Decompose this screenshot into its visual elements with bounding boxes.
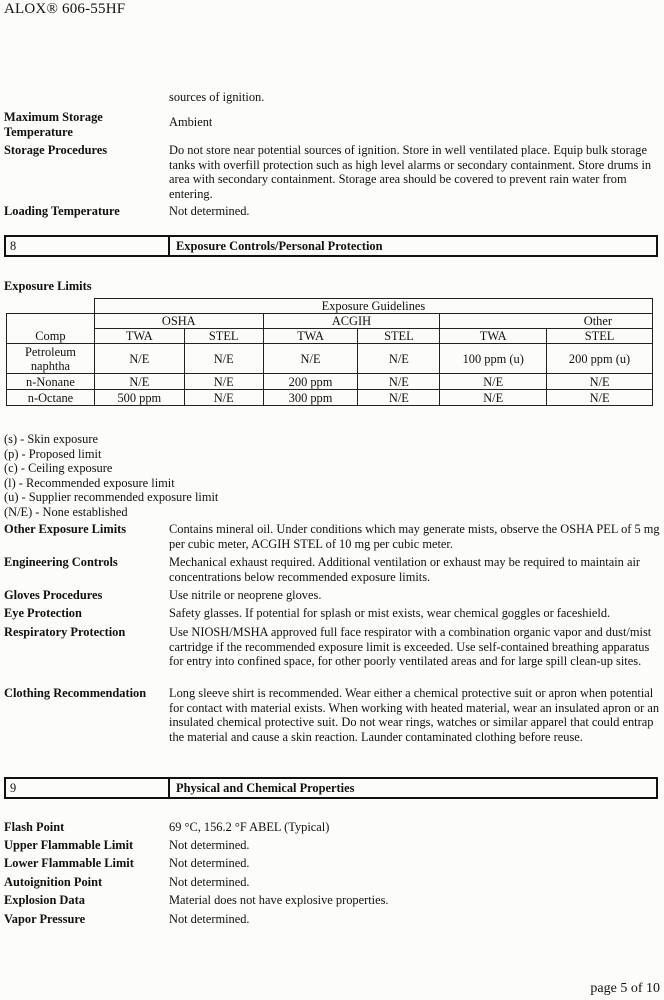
field-label: Loading Temperature xyxy=(4,204,120,218)
section-9-header xyxy=(4,777,658,799)
section-divider xyxy=(168,237,170,255)
section-number: 9 xyxy=(10,781,17,795)
sub-header: TWA xyxy=(263,329,358,344)
sub-header: STEL xyxy=(358,329,440,344)
table-cell: N/E xyxy=(94,374,184,390)
section-divider xyxy=(168,779,170,797)
table-corner xyxy=(7,299,95,314)
abbreviation-item: (p) - Proposed limit xyxy=(4,446,102,461)
table-cell: 200 ppm (u) xyxy=(547,344,653,374)
table-cell: N/E xyxy=(263,344,358,374)
sub-header: STEL xyxy=(547,329,653,344)
field-label: Gloves Procedures xyxy=(4,588,103,602)
table-cell: 300 ppm xyxy=(263,390,358,406)
table-cell: N/E xyxy=(358,374,440,390)
field-value: Use NIOSH/MSHA approved full face respirator with a combination organic vapor and dust/mist cartridge if the recommended exposure limit is exceeded. Use self-contained breathing apparatus for entry into confined space, for other poorly ventilated areas and for large spill clean-up sites. xyxy=(169,625,652,669)
comp-header: Comp xyxy=(7,314,95,344)
table-cell: 500 ppm xyxy=(94,390,184,406)
sub-header: TWA xyxy=(94,329,184,344)
field-label: Maximum Storage Temperature xyxy=(4,110,103,139)
field-label: Clothing Recommendation xyxy=(4,686,147,700)
table-cell: N/E xyxy=(547,374,653,390)
abbreviation-item: (u) - Supplier recommended exposure limit xyxy=(4,490,219,505)
table-cell: N/E xyxy=(184,390,263,406)
field-value: Not determined. xyxy=(169,838,250,852)
section-title: Exposure Controls/Personal Protection xyxy=(176,239,383,253)
table-row xyxy=(7,390,653,406)
field-value: Material does not have explosive properties. xyxy=(169,893,389,907)
field-label: Storage Procedures xyxy=(4,143,108,157)
exposure-guidelines-table xyxy=(6,298,653,406)
comp-name: n-Octane xyxy=(7,390,95,406)
field-label: Respiratory Protection xyxy=(4,625,126,639)
field-value: 69 °C, 156.2 °F ABEL (Typical) xyxy=(169,820,330,834)
section-number: 8 xyxy=(10,239,17,253)
org-header-other: Other xyxy=(440,314,653,329)
field-label: Autoignition Point xyxy=(4,875,103,889)
field-value: Not determined. xyxy=(169,856,250,870)
page-number: page 5 of 10 xyxy=(590,981,660,996)
storage-carryover-text: sources of ignition. xyxy=(169,90,265,104)
field-value: Contains mineral oil. Under conditions which may generate mists, observe the OSHA PEL of 5 mg per cubic meter, ACGIH STEL of 10 mg per cubic meter. xyxy=(169,522,660,551)
table-cell: N/E xyxy=(440,374,547,390)
field-value: Not determined. xyxy=(169,204,250,218)
field-label: Engineering Controls xyxy=(4,555,118,569)
group-header: Exposure Guidelines xyxy=(94,299,652,314)
field-label: Upper Flammable Limit xyxy=(4,838,134,852)
field-value: Long sleeve shirt is recommended. Wear either a chemical protective suit or apron when potential for contact with material exists. When working with heated material, wear an insulated apron or an insulated chemical protective suit. Do not wear rings, watches or similar apparel that could entrap the material and cause a skin reaction. Launder contaminated clothing before reuse. xyxy=(169,686,660,744)
table-cell: N/E xyxy=(547,390,653,406)
field-label: Other Exposure Limits xyxy=(4,522,127,536)
abbreviation-item: (s) - Skin exposure xyxy=(4,432,98,446)
abbreviation-item: (N/E) - None established xyxy=(4,504,128,519)
field-label: Lower Flammable Limit xyxy=(4,856,134,870)
field-value: Mechanical exhaust required. Additional ventilation or exhaust may be required to maintain air concentrations below recommended exposure limits. xyxy=(169,555,641,584)
table-cell: 200 ppm xyxy=(263,374,358,390)
org-header-acgih: ACGIH xyxy=(263,314,440,329)
field-value: Not determined. xyxy=(169,912,250,926)
sub-header: STEL xyxy=(184,329,263,344)
sub-header: TWA xyxy=(440,329,547,344)
table-cell: 100 ppm (u) xyxy=(440,344,547,374)
exposure-limits-heading: Exposure Limits xyxy=(4,279,92,293)
table-row xyxy=(7,344,653,374)
field-value: Use nitrile or neoprene gloves. xyxy=(169,588,322,602)
field-label: Flash Point xyxy=(4,820,65,834)
table-cell: N/E xyxy=(184,344,263,374)
field-value: Not determined. xyxy=(169,875,250,889)
table-cell: N/E xyxy=(440,390,547,406)
field-value: Do not store near potential sources of ignition. Store in well ventilated place. Equip bulk storage tanks with overfill protection such as high level alarms or secondary containment. Store drums in area with secondary containment. Storage area should be covered to prevent rain water from entering. xyxy=(169,143,652,201)
table-row xyxy=(7,374,653,390)
abbreviation-item: (l) - Recommended exposure limit xyxy=(4,475,175,490)
field-value: Safety glasses. If potential for splash or mist exists, wear chemical goggles or faceshield. xyxy=(169,606,611,620)
comp-name: n-Nonane xyxy=(7,374,95,390)
section-8-header xyxy=(4,235,658,257)
abbreviation-legend xyxy=(4,432,218,520)
comp-name: Petroleum naphtha xyxy=(7,344,95,374)
table-cell: N/E xyxy=(358,390,440,406)
section-title: Physical and Chemical Properties xyxy=(176,781,355,795)
field-label: Eye Protection xyxy=(4,606,82,620)
org-header-osha: OSHA xyxy=(94,314,263,329)
table-cell: N/E xyxy=(184,374,263,390)
field-label: Vapor Pressure xyxy=(4,912,86,926)
table-cell: N/E xyxy=(94,344,184,374)
field-value: Ambient xyxy=(169,115,213,129)
abbreviation-item: (c) - Ceiling exposure xyxy=(4,461,113,476)
table-cell: N/E xyxy=(358,344,440,374)
field-label: Explosion Data xyxy=(4,893,85,907)
document-title: ALOX® 606-55HF xyxy=(4,1,126,17)
